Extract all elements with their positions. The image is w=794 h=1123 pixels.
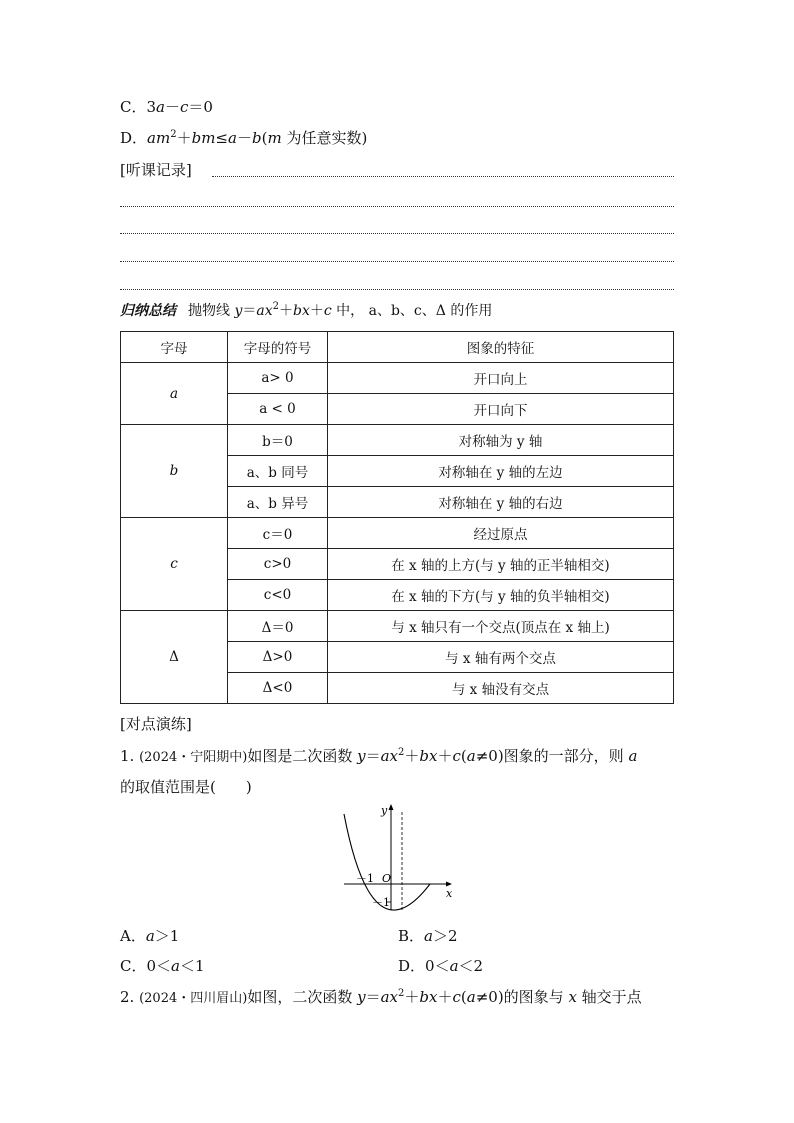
header-letter: 字母 bbox=[121, 332, 228, 363]
table-row bbox=[121, 425, 674, 456]
feature-cell: 对称轴在 y 轴的左边 bbox=[328, 456, 674, 487]
summary-heading: 归纳总结 抛物线 $y=ax^2+bx+c$ 中， a、b、c、Δ 的作用 bbox=[120, 301, 493, 319]
feature-cell: 在 x 轴的上方(与 y 轴的正半轴相交) bbox=[328, 549, 674, 580]
coefficients-table bbox=[120, 331, 674, 704]
notes-line[interactable] bbox=[120, 289, 674, 290]
feature-cell: 开口向下 bbox=[328, 394, 674, 425]
feature-cell: 对称轴在 y 轴的右边 bbox=[328, 487, 674, 518]
letter-cell: c bbox=[121, 518, 228, 611]
y-axis-arrow bbox=[389, 804, 394, 810]
y-axis-label: y bbox=[381, 804, 388, 817]
origin-label: O bbox=[382, 872, 392, 885]
sign-cell: a> 0 bbox=[228, 363, 328, 394]
sign-cell: b＝0 bbox=[228, 425, 328, 456]
option-a[interactable]: A．a＞1 bbox=[120, 927, 180, 945]
table-header-row bbox=[121, 332, 674, 363]
y-minus-one-label: －1 bbox=[372, 896, 390, 909]
sign-cell: c<0 bbox=[228, 580, 328, 611]
question-1-line-1: 1. (2024・宁阳期中)如图是二次函数 $y=ax^2+bx+c(a\ne 0)$图象的一部分，则 a bbox=[120, 747, 638, 765]
parabola-graph bbox=[334, 800, 464, 915]
table-row bbox=[121, 363, 674, 394]
letter-cell: b bbox=[121, 425, 228, 518]
header-feature: 图象的特征 bbox=[328, 332, 674, 363]
sign-cell: a、b 同号 bbox=[228, 456, 328, 487]
notes-line[interactable] bbox=[120, 206, 674, 207]
question-2-line-1: 2. (2024・四川眉山)如图，二次函数 $y=ax^2+bx+c(a\ne 0)$的图象与 x 轴交于点 bbox=[120, 988, 642, 1006]
table-row bbox=[121, 518, 674, 549]
sign-cell: a、b 异号 bbox=[228, 487, 328, 518]
feature-cell: 与 x 轴只有一个交点(顶点在 x 轴上) bbox=[328, 611, 674, 642]
x-minus-one-label: －1 bbox=[356, 872, 374, 885]
sign-cell: Δ<0 bbox=[228, 673, 328, 704]
sign-cell: Δ>0 bbox=[228, 642, 328, 673]
notes-line[interactable] bbox=[120, 261, 674, 262]
feature-cell: 与 x 轴没有交点 bbox=[328, 673, 674, 704]
table-row bbox=[121, 611, 674, 642]
x-axis-label: x bbox=[446, 887, 453, 900]
header-sign: 字母的符号 bbox=[228, 332, 328, 363]
letter-cell: Δ bbox=[121, 611, 228, 704]
option-d[interactable]: D．0＜a＜2 bbox=[398, 957, 484, 975]
feature-cell: 经过原点 bbox=[328, 518, 674, 549]
sign-cell: c＝0 bbox=[228, 518, 328, 549]
option-d-prev: D．$am^2+bm\le a-b(m$ 为任意实数) bbox=[120, 129, 368, 147]
summary-tag: 归纳总结 bbox=[120, 303, 176, 319]
sign-cell: c>0 bbox=[228, 549, 328, 580]
practice-label: [对点演练] bbox=[120, 715, 192, 733]
x-axis-arrow bbox=[446, 882, 452, 887]
sign-cell: a < 0 bbox=[228, 394, 328, 425]
feature-cell: 与 x 轴有两个交点 bbox=[328, 642, 674, 673]
question-1-line-2: 的取值范围是( ) bbox=[120, 778, 252, 796]
option-b[interactable]: B．a＞2 bbox=[398, 927, 458, 945]
notes-label: [听课记录] bbox=[120, 161, 192, 179]
feature-cell: 开口向上 bbox=[328, 363, 674, 394]
option-c-prev: C．3a－c＝0 bbox=[120, 98, 213, 116]
notes-line[interactable] bbox=[120, 233, 674, 234]
letter-cell: a bbox=[121, 363, 228, 425]
sign-cell: Δ＝0 bbox=[228, 611, 328, 642]
feature-cell: 在 x 轴的下方(与 y 轴的负半轴相交) bbox=[328, 580, 674, 611]
notes-line[interactable] bbox=[212, 176, 674, 177]
option-c[interactable]: C．0＜a＜1 bbox=[120, 957, 205, 975]
feature-cell: 对称轴为 y 轴 bbox=[328, 425, 674, 456]
